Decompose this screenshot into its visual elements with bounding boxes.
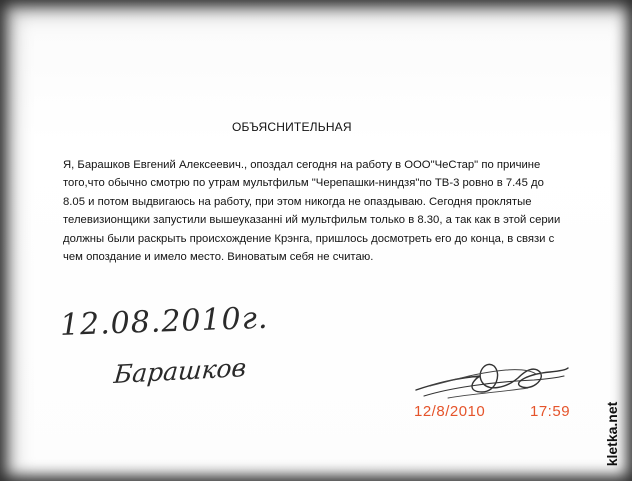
timestamp-time: 17:59 [530, 403, 571, 420]
body-line: чем опоздание и имело место. Виноватым себя не считаю. [63, 251, 374, 264]
handwritten-surname: Барашков [112, 352, 248, 390]
body-line: 8.05 и потом выдвигаюсь на работу, при этом никогда не опаздываю. Сегодня проклятые [63, 195, 532, 208]
handwritten-date: 12.08.2010г. [59, 300, 269, 343]
body-line: должны были раскрыть происхождение Крэнга, пришлось досмотреть его до конца, в связи с [63, 232, 555, 245]
watermark-text: kletka.net [604, 401, 620, 467]
document-body [63, 156, 603, 266]
document-title: ОБЪЯСНИТЕЛЬНАЯ [232, 120, 352, 134]
body-line: телевизионщики запустили вышеуказанні ий мультфильм только в 8.30, а так как в этой серии [63, 214, 561, 227]
body-line: того,что обычно смотрю по утрам мультфильм "Черепашки-ниндзя"по ТВ-3 ровно в 7.45 до [63, 177, 544, 190]
body-line: Я, Барашков Евгений Алексеевич., опоздал сегодня на работу в ООО"ЧеСтар" по причине [63, 159, 541, 171]
signature-scribble [410, 352, 570, 408]
timestamp-date: 12/8/2010 [414, 403, 486, 420]
